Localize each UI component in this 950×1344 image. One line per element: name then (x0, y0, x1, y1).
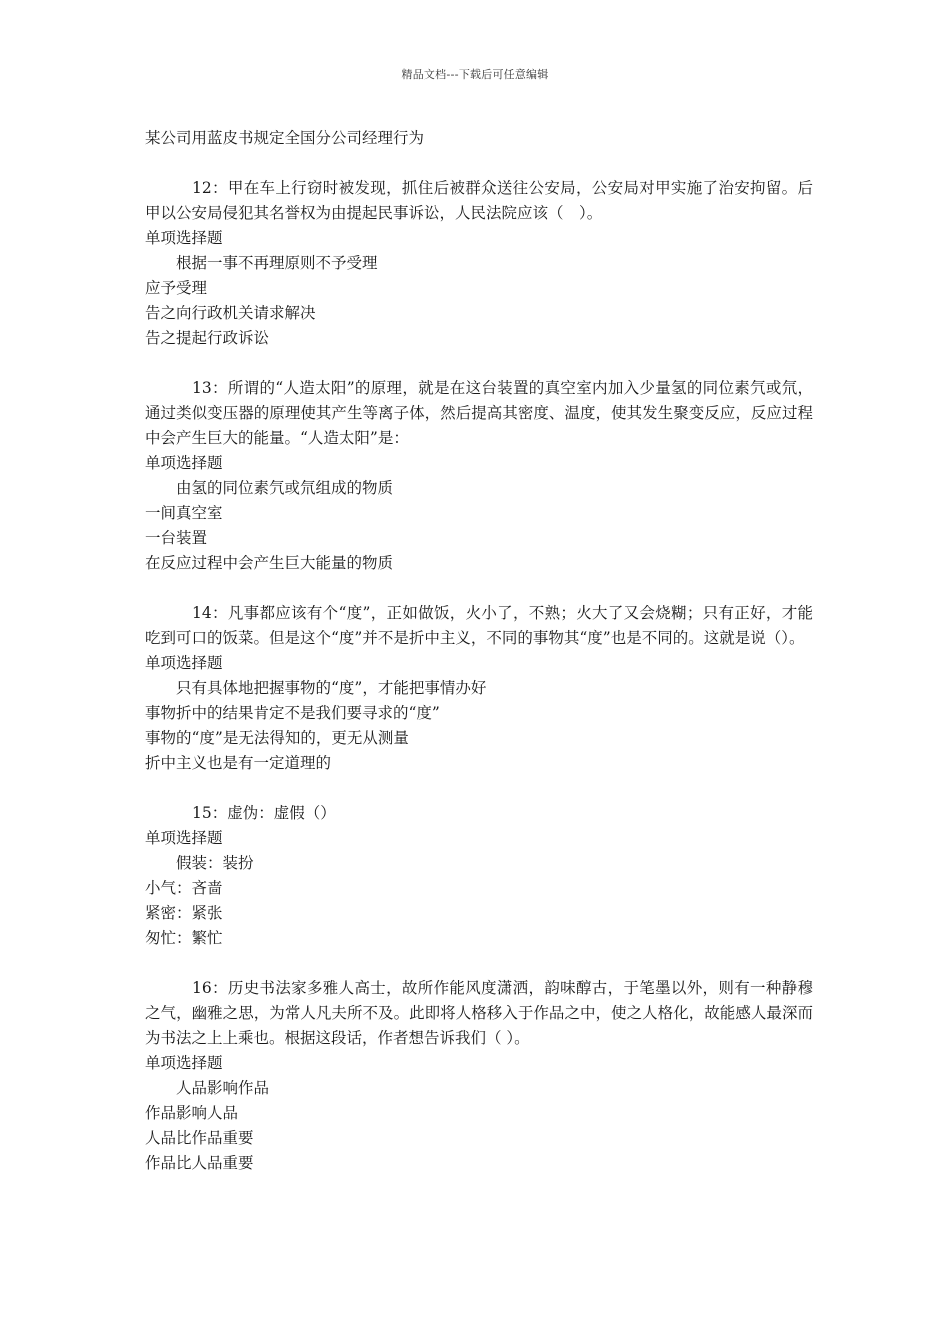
option-d: 在反应过程中会产生巨大能量的物质 (145, 554, 394, 572)
spacer (145, 351, 813, 376)
option-c: 事物的“度”是无法得知的，更无从测量 (145, 729, 409, 747)
option-d: 作品比人品重要 (145, 1154, 254, 1172)
question-stem: 14：凡事都应该有个“度”，正如做饭，火小了，不熟；火大了又会烧糊；只有正好，才能吃到可口的饭菜。但是这个“度”并不是折中主义，不同的事物其“度”也是不同的。这就是说（）。 (145, 604, 813, 647)
question-type-label: 单项选择题 (145, 229, 223, 247)
question-stem: 16：历史书法家多雅人高士，故所作能风度潇洒，韵味醇古，于笔墨以外，则有一种静穆之气，幽雅之思，为常人凡夫所不及。此即将人格移入于作品之中，使之人格化，故能感人最深而为书法之上上乘也。根据这段话，作者想告诉我们（ ）。 (145, 979, 813, 1047)
option-c: 告之向行政机关请求解决 (145, 304, 316, 322)
question-12 (145, 176, 813, 351)
question-type-label: 单项选择题 (145, 829, 223, 847)
spacer (145, 151, 813, 176)
option-b: 事物折中的结果肯定不是我们要寻求的“度” (145, 704, 440, 722)
document-body (145, 126, 813, 1176)
question-14 (145, 601, 813, 776)
option-c: 一台装置 (145, 529, 208, 547)
question-13 (145, 376, 813, 576)
question-type-label: 单项选择题 (145, 654, 223, 672)
question-type-label: 单项选择题 (145, 1054, 223, 1072)
option-b: 小气：吝啬 (145, 879, 223, 897)
option-d: 匆忙：繁忙 (145, 929, 223, 947)
question-stem: 12：甲在车上行窃时被发现，抓住后被群众送往公安局，公安局对甲实施了治安拘留。后甲以公安局侵犯其名誉权为由提起民事诉讼，人民法院应该（ ）。 (145, 179, 813, 222)
spacer (145, 576, 813, 601)
spacer (145, 951, 813, 976)
option-b: 应予受理 (145, 279, 208, 297)
option-d: 折中主义也是有一定道理的 (145, 754, 332, 772)
option-a: 由氢的同位素氕或氘组成的物质 (176, 479, 394, 497)
previous-answer-option: 某公司用蓝皮书规定全国分公司经理行为 (145, 129, 425, 147)
option-a: 根据一事不再理原则不予受理 (176, 254, 378, 272)
option-b: 作品影响人品 (145, 1104, 239, 1122)
option-a: 假装：装扮 (176, 854, 254, 872)
option-d: 告之提起行政诉讼 (145, 329, 270, 347)
question-stem: 15：虚伪：虚假（） (192, 804, 336, 822)
option-b: 一间真空室 (145, 504, 223, 522)
question-16 (145, 976, 813, 1176)
option-a: 只有具体地把握事物的“度”，才能把事情办好 (176, 679, 487, 697)
option-a: 人品影响作品 (176, 1079, 270, 1097)
option-c: 紧密：紧张 (145, 904, 223, 922)
page-header: 精品文档---下载后可任意编辑 (401, 68, 549, 81)
question-15 (145, 801, 813, 951)
spacer (145, 776, 813, 801)
question-stem: 13：所谓的“人造太阳”的原理，就是在这台装置的真空室内加入少量氢的同位素氕或氘，通过类似变压器的原理使其产生等离子体，然后提高其密度、温度，使其发生聚变反应，反应过程中会产生巨大的能量。“人造太阳”是： (145, 379, 813, 447)
question-type-label: 单项选择题 (145, 454, 223, 472)
option-c: 人品比作品重要 (145, 1129, 254, 1147)
